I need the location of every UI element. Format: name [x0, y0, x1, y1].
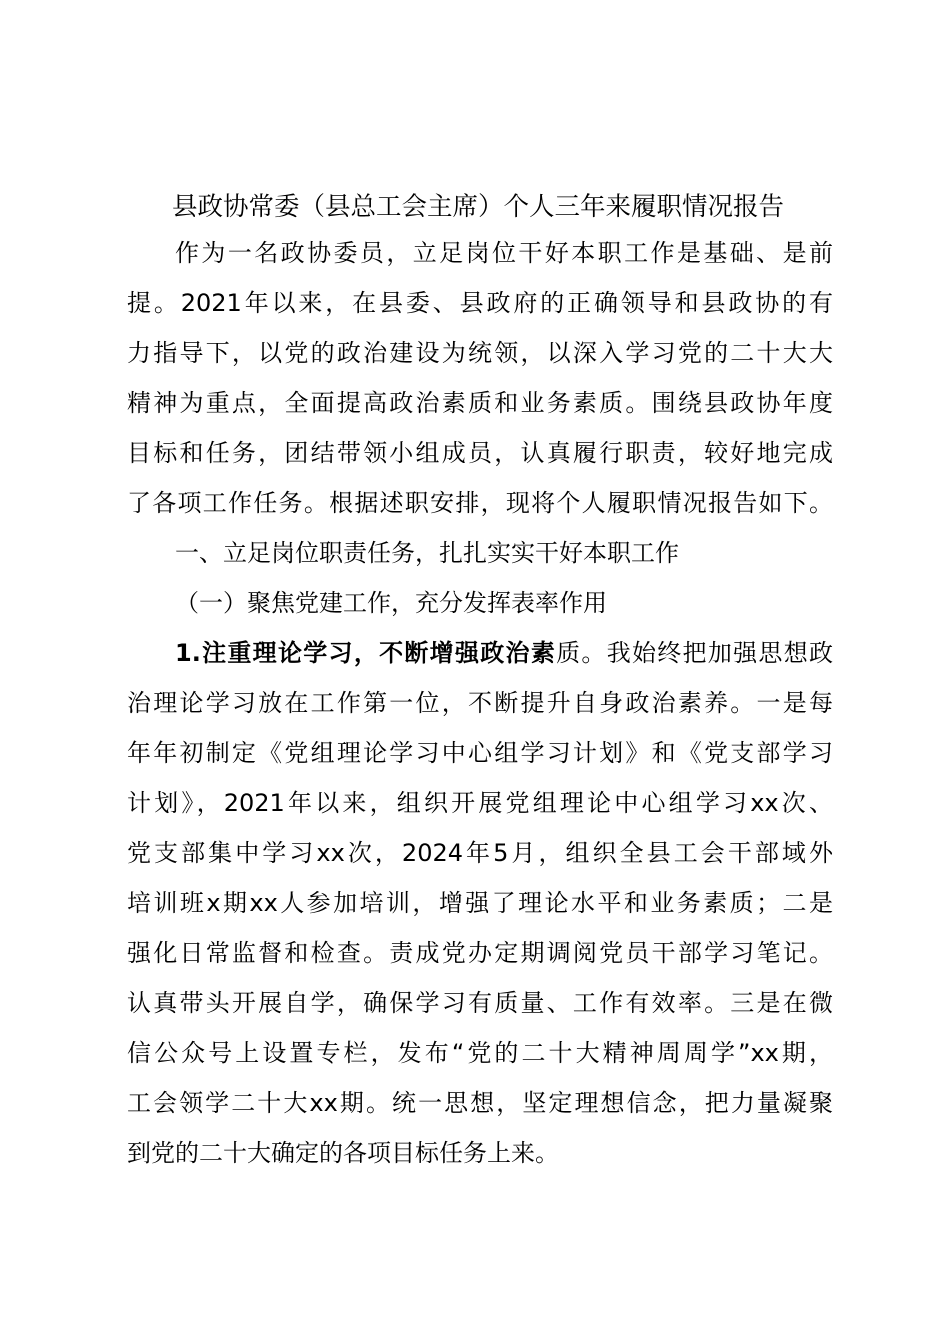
- document-title: 县政协常委（县总工会主席）个人三年来履职情况报告: [171, 192, 784, 222]
- paragraph-line-first: [127, 628, 833, 678]
- paragraph-line: 治理论学习放在工作第一位，不断提升自身政治素养。一是每: [127, 689, 833, 717]
- item-heading: 1.注重理论学习，不断增强政治素: [175, 639, 557, 667]
- paragraph-line: 精神为重点，全面提高政治素质和业务素质。围绕县政协年度: [127, 389, 833, 417]
- paragraph-line: 认真带头开展自学，确保学习有质量、工作有效率。三是在微: [127, 989, 833, 1017]
- section-heading: 一、立足岗位职责任务，扎扎实实干好本职工作: [175, 539, 679, 567]
- paragraph-line: 培训班x期xx人参加培训，增强了理论水平和业务素质；二是: [127, 889, 833, 917]
- paragraph-line: 作为一名政协委员，立足岗位干好本职工作是基础、是前: [175, 239, 833, 267]
- paragraph-line: 工会领学二十大xx期。统一思想，坚定理想信念，把力量凝聚: [127, 1089, 833, 1117]
- paragraph-line: 力指导下，以党的政治建设为统领，以深入学习党的二十大大: [127, 339, 833, 367]
- subsection-heading: （一）聚焦党建工作，充分发挥表率作用: [175, 589, 607, 617]
- document-body: [127, 228, 833, 1178]
- paragraph-line: 了各项工作任务。根据述职安排，现将个人履职情况报告如下。: [127, 489, 833, 517]
- paragraph-line: 年年初制定《党组理论学习中心组学习计划》和《党支部学习: [127, 739, 833, 767]
- paragraph-line: 信公众号上设置专栏，发布“党的二十大精神周周学”xx期，: [127, 1039, 833, 1067]
- paragraph-line: 党支部集中学习xx次，2024年5月，组织全县工会干部域外: [127, 839, 833, 867]
- paragraph-line: 目标和任务，团结带领小组成员，认真履行职责，较好地完成: [127, 439, 833, 467]
- paragraph-line: 计划》，2021年以来，组织开展党组理论中心组学习xx次、: [127, 789, 833, 817]
- paragraph-line: 到党的二十大确定的各项目标任务上来。: [127, 1139, 559, 1167]
- paragraph-text: 质。我始终把加强思想政: [556, 639, 833, 667]
- paragraph-line: 提。2021年以来，在县委、县政府的正确领导和县政协的有: [127, 289, 833, 317]
- paragraph-line: 强化日常监督和检查。责成党办定期调阅党员干部学习笔记。: [127, 939, 833, 967]
